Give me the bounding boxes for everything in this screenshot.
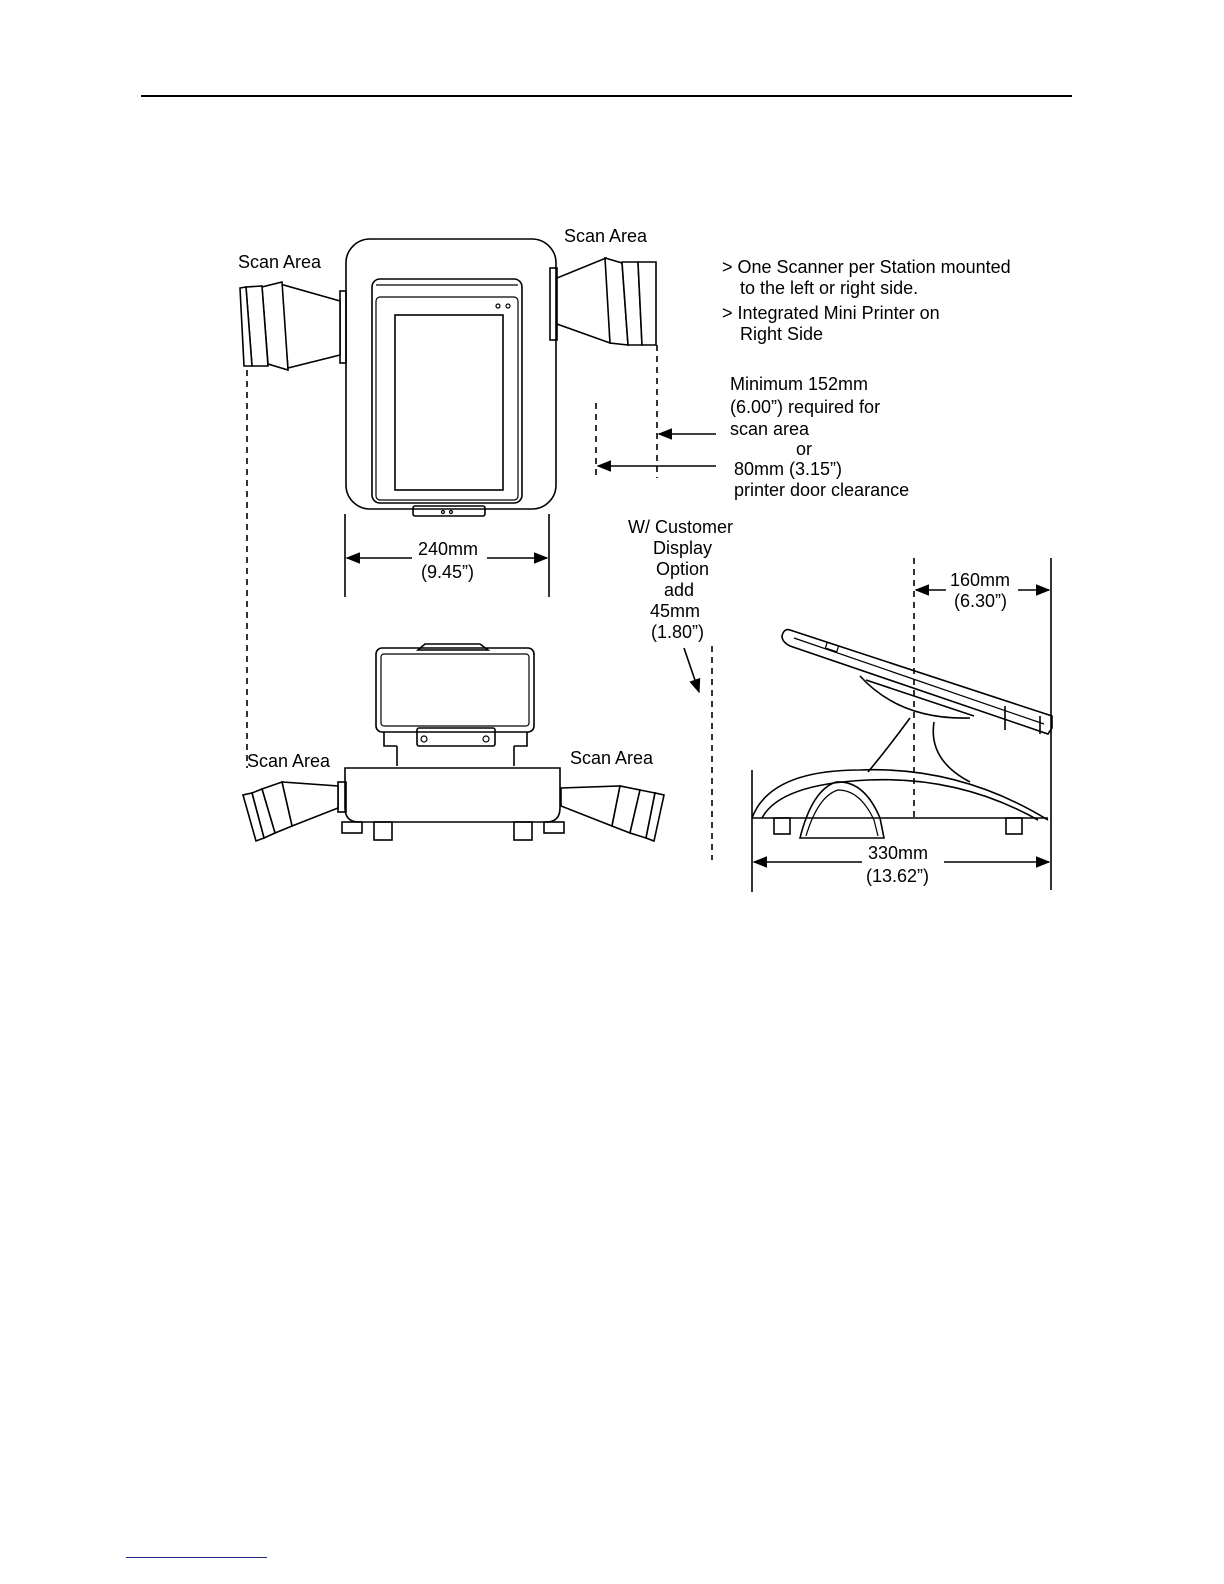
customer-display-line-1: W/ Customer [628, 517, 734, 537]
clearance-line-3: scan area [730, 419, 810, 439]
top-view-terminal [340, 239, 557, 516]
clearance-line-6: printer door clearance [734, 480, 910, 500]
width-inch-label: (9.45”) [421, 562, 475, 582]
note-line-3: > Integrated Mini Printer on [722, 303, 940, 323]
front-view-terminal [338, 644, 564, 840]
scan-area-label-top-right: Scan Area [564, 226, 648, 246]
depth-inch-label: (6.30”) [954, 591, 1008, 611]
footer-rule [126, 1557, 267, 1558]
clearance-line-4: or [796, 439, 813, 459]
note-line-2: to the left or right side. [740, 278, 919, 298]
customer-display-line-6: (1.80”) [651, 622, 705, 642]
clearance-line-1: Minimum 152mm [730, 374, 869, 394]
length-mm-label: 330mm [868, 843, 929, 863]
customer-display-line-2: Display [653, 538, 713, 558]
scan-area-label-bottom-left: Scan Area [247, 751, 331, 771]
customer-display-line-5: 45mm [650, 601, 701, 621]
scanner-notes [722, 257, 1011, 344]
right-scanner-front-view [561, 786, 664, 841]
note-line-4: Right Side [740, 324, 824, 344]
length-inch-label: (13.62”) [866, 866, 930, 886]
customer-display-label [628, 517, 733, 642]
scan-area-label-bottom-right: Scan Area [570, 748, 654, 768]
depth-mm-label: 160mm [950, 570, 1011, 590]
width-dimension [345, 514, 549, 597]
customer-display-line-4: add [664, 580, 695, 600]
side-view-terminal [752, 630, 1052, 838]
customer-display-arrow [684, 648, 699, 692]
depth-dimension [916, 570, 1049, 611]
right-scanner-top-view [557, 258, 656, 345]
customer-display-line-3: Option [656, 559, 710, 579]
left-scanner-front-view [243, 782, 338, 841]
clearance-line-5: 80mm (3.15”) [734, 459, 843, 479]
note-line-1: > One Scanner per Station mounted [722, 257, 1011, 277]
clearance-line-2: (6.00”) required for [730, 397, 881, 417]
scan-area-label-top-left: Scan Area [238, 252, 322, 272]
clearance-label [730, 374, 909, 500]
left-scanner-top-view [240, 282, 340, 370]
width-mm-label: 240mm [418, 539, 479, 559]
